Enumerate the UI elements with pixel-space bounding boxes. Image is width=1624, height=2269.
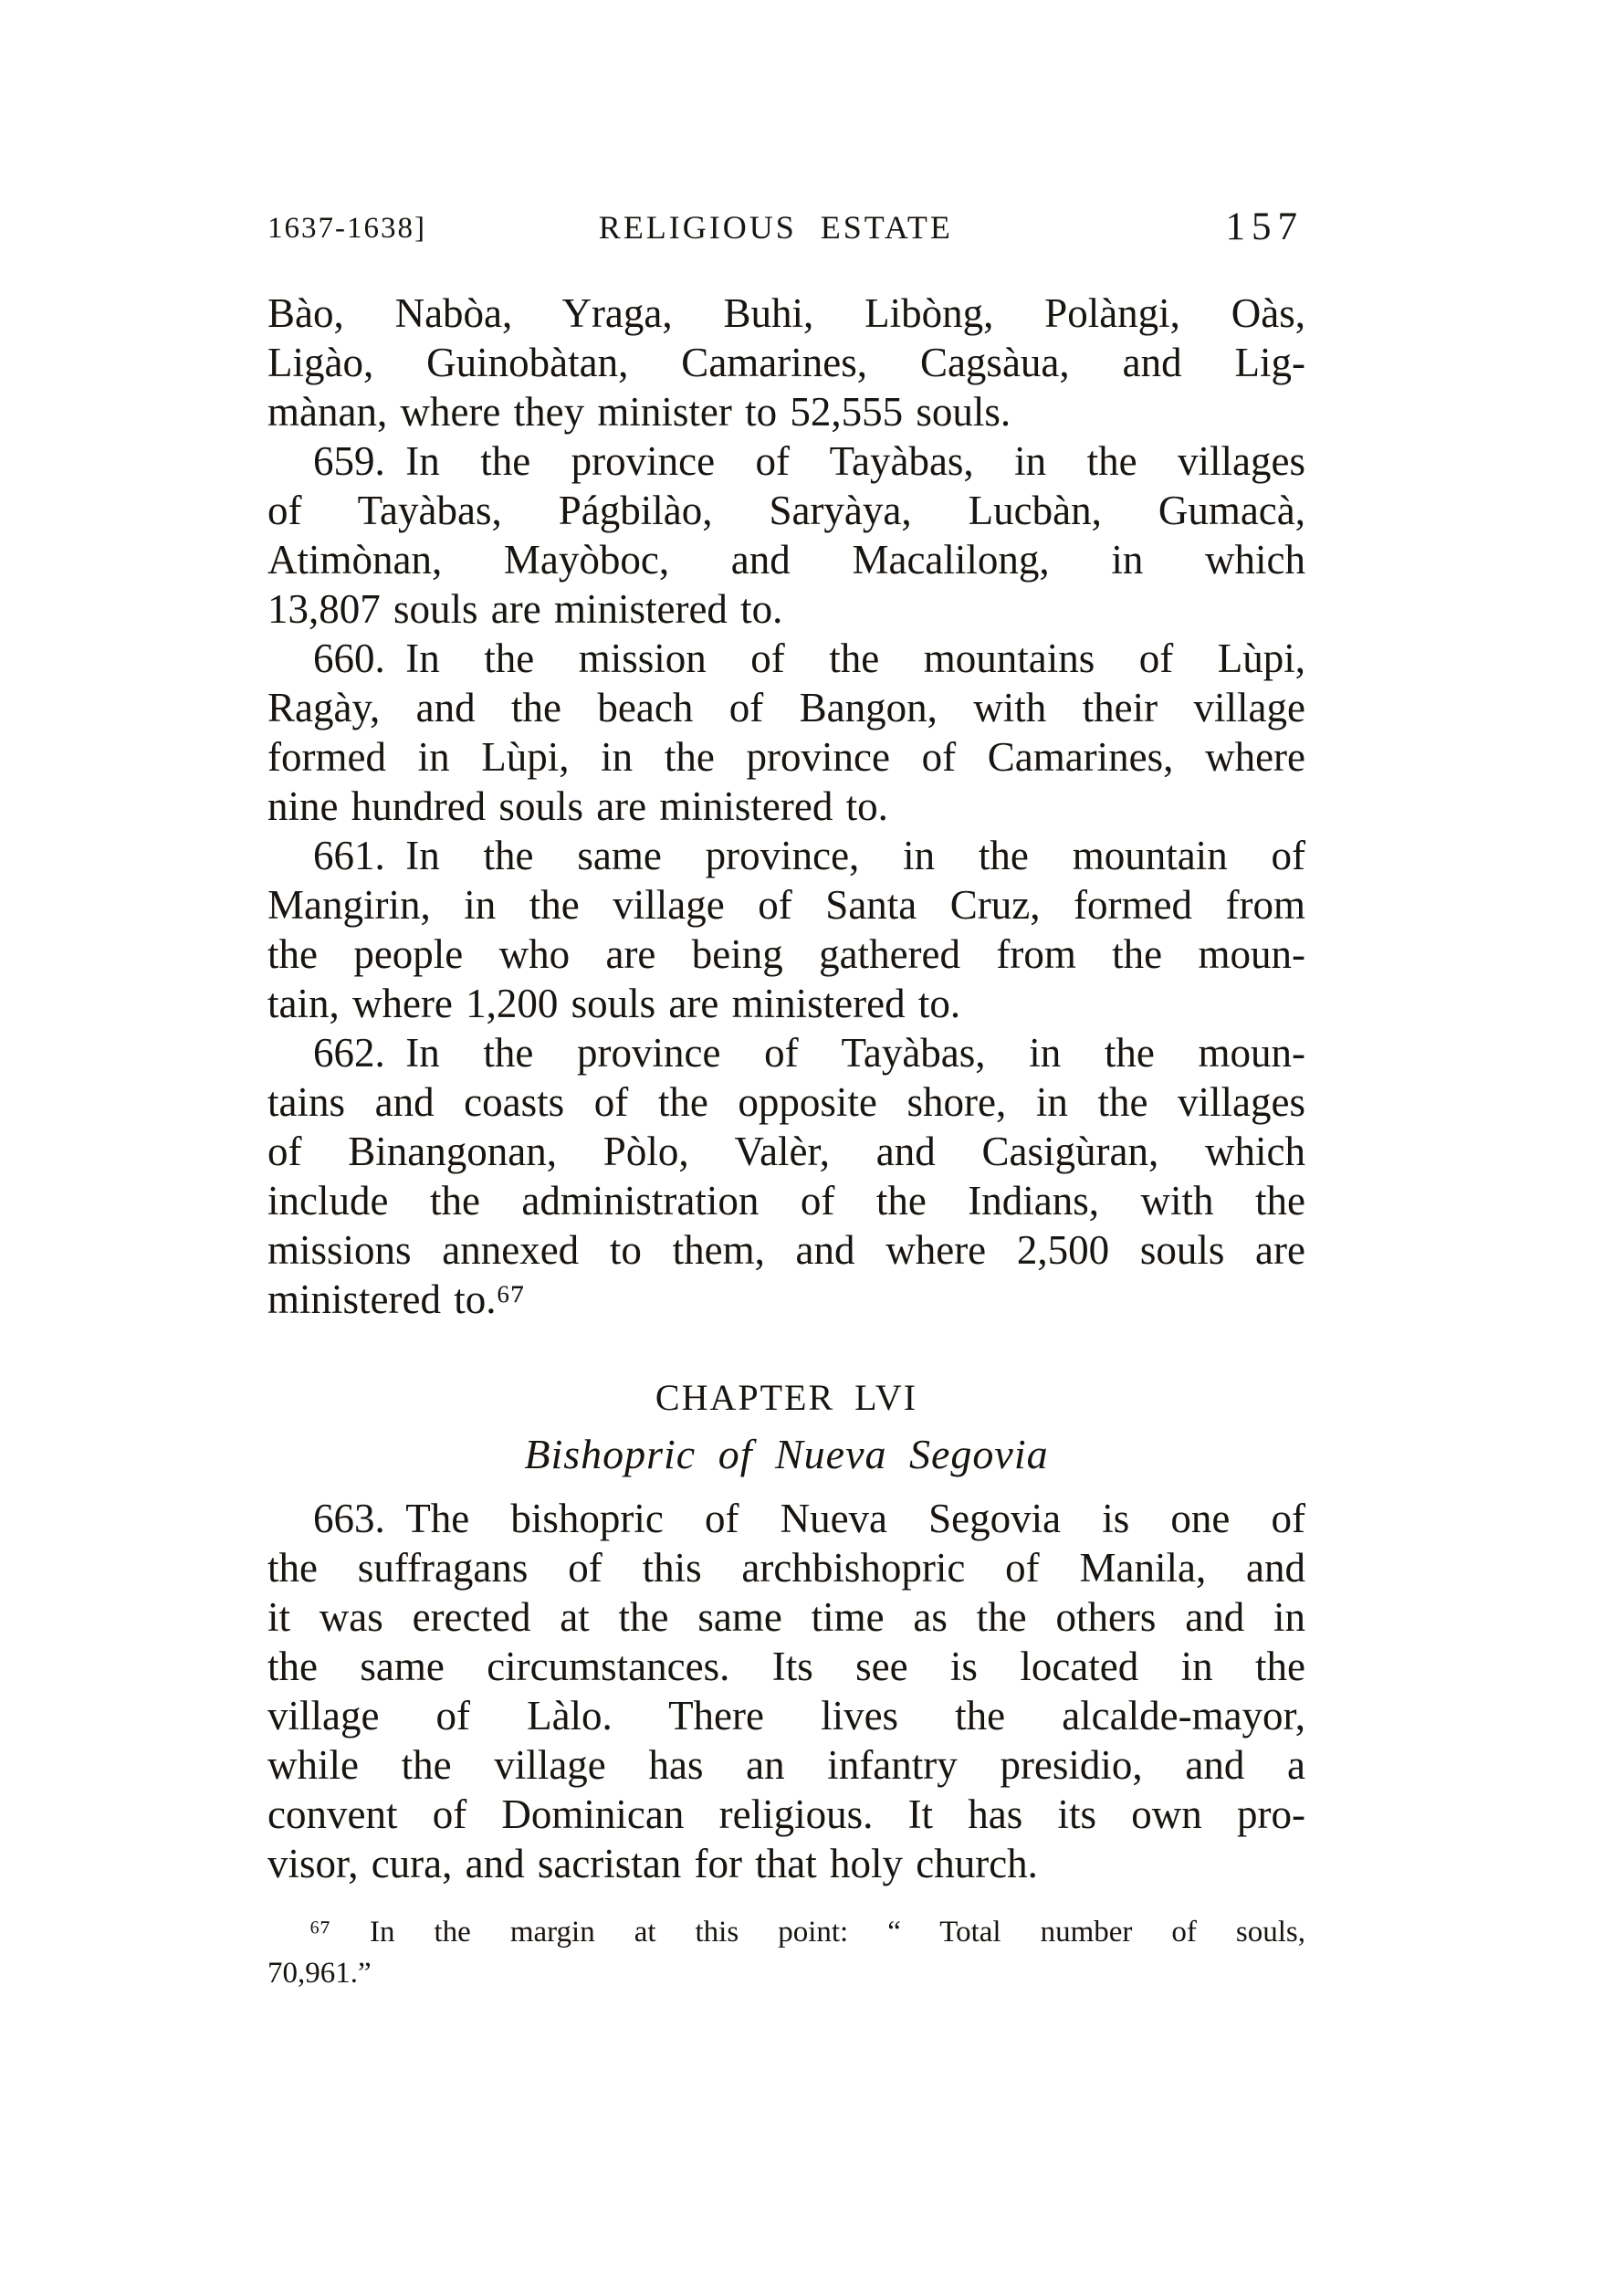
running-title: RELIGIOUS ESTATE: [598, 209, 953, 246]
text-line: the people who are being gathered from the moun-: [267, 931, 1305, 977]
text-line: Ligào, Guinobàtan, Camarines, Cagsàua, and Lig-: [267, 340, 1305, 385]
text-line: ministered to.⁶⁷: [267, 1276, 525, 1322]
text-line: 659. In the province of Tayàbas, in the villages: [313, 438, 1305, 484]
text-line: of Tayàbas, Págbilào, Saryàya, Lucbàn, Gumacà,: [267, 488, 1305, 533]
paragraph-continuation: [267, 289, 1305, 436]
text-line: 70,961.”: [267, 1957, 372, 1990]
text-line: it was erected at the same time as the others and in: [267, 1594, 1305, 1640]
text-line: the same circumstances. Its see is located in the: [267, 1644, 1305, 1689]
text-line: tain, where 1,200 souls are ministered to.: [267, 981, 961, 1026]
page-header: [267, 206, 1305, 250]
text-line: visor, cura, and sacristan for that holy church.: [267, 1841, 1038, 1886]
text-line: 661. In the same province, in the mountain of: [313, 833, 1305, 878]
text-line: nine hundred souls are ministered to.: [267, 783, 888, 829]
text-line: tains and coasts of the opposite shore, in the villages: [267, 1079, 1305, 1125]
footnote: [267, 1912, 1305, 1994]
text-line: include the administration of the Indians, with the: [267, 1178, 1305, 1224]
text-line: missions annexed to them, and where 2,500 souls are: [267, 1227, 1305, 1273]
folio-years: 1637-1638]: [267, 212, 426, 245]
paragraph-662: [267, 1028, 1305, 1324]
text-block: [267, 206, 1305, 1994]
text-line: mànan, where they minister to 52,555 souls.: [267, 389, 1011, 435]
paragraph-663: [267, 1494, 1305, 1888]
text-line: 663. The bishopric of Nueva Segovia is one of: [313, 1496, 1305, 1541]
text-line: Bào, Nabòa, Yraga, Buhi, Libòng, Polàngi, Oàs,: [267, 290, 1305, 336]
text-line: 660. In the mission of the mountains of Lùpi,: [313, 636, 1305, 681]
text-line: Ragày, and the beach of Bangon, with their village: [267, 685, 1305, 730]
chapter-heading: [267, 1371, 1305, 1485]
text-line: Mangirin, in the village of Santa Cruz, formed from: [267, 882, 1305, 928]
text-line: while the village has an infantry presidio, and a: [267, 1742, 1305, 1788]
text-line: village of Làlo. There lives the alcalde-mayor,: [267, 1693, 1305, 1739]
paragraph-661: [267, 831, 1305, 1028]
chapter-subtitle: Bishopric of Nueva Segovia: [524, 1431, 1049, 1477]
paragraph-660: [267, 634, 1305, 831]
text-line: the suffragans of this archbishopric of Manila, and: [267, 1545, 1305, 1591]
body-text: [267, 289, 1305, 1994]
text-line: ⁶⁷ In the margin at this point: “ Total number of souls,: [309, 1916, 1305, 1949]
page-number: 157: [1225, 205, 1304, 248]
text-line: 662. In the province of Tayàbas, in the moun-: [313, 1030, 1305, 1076]
text-line: 13,807 souls are ministered to.: [267, 586, 783, 632]
text-line: formed in Lùpi, in the province of Camarines, where: [267, 734, 1305, 780]
text-line: Atimònan, Mayòboc, and Macalilong, in which: [267, 537, 1305, 583]
text-line: of Binangonan, Pòlo, Valèr, and Casigùran, which: [267, 1129, 1305, 1174]
text-line: convent of Dominican religious. It has its own pro-: [267, 1791, 1305, 1837]
chapter-title: CHAPTER LVI: [655, 1377, 918, 1418]
paragraph-659: [267, 436, 1305, 634]
